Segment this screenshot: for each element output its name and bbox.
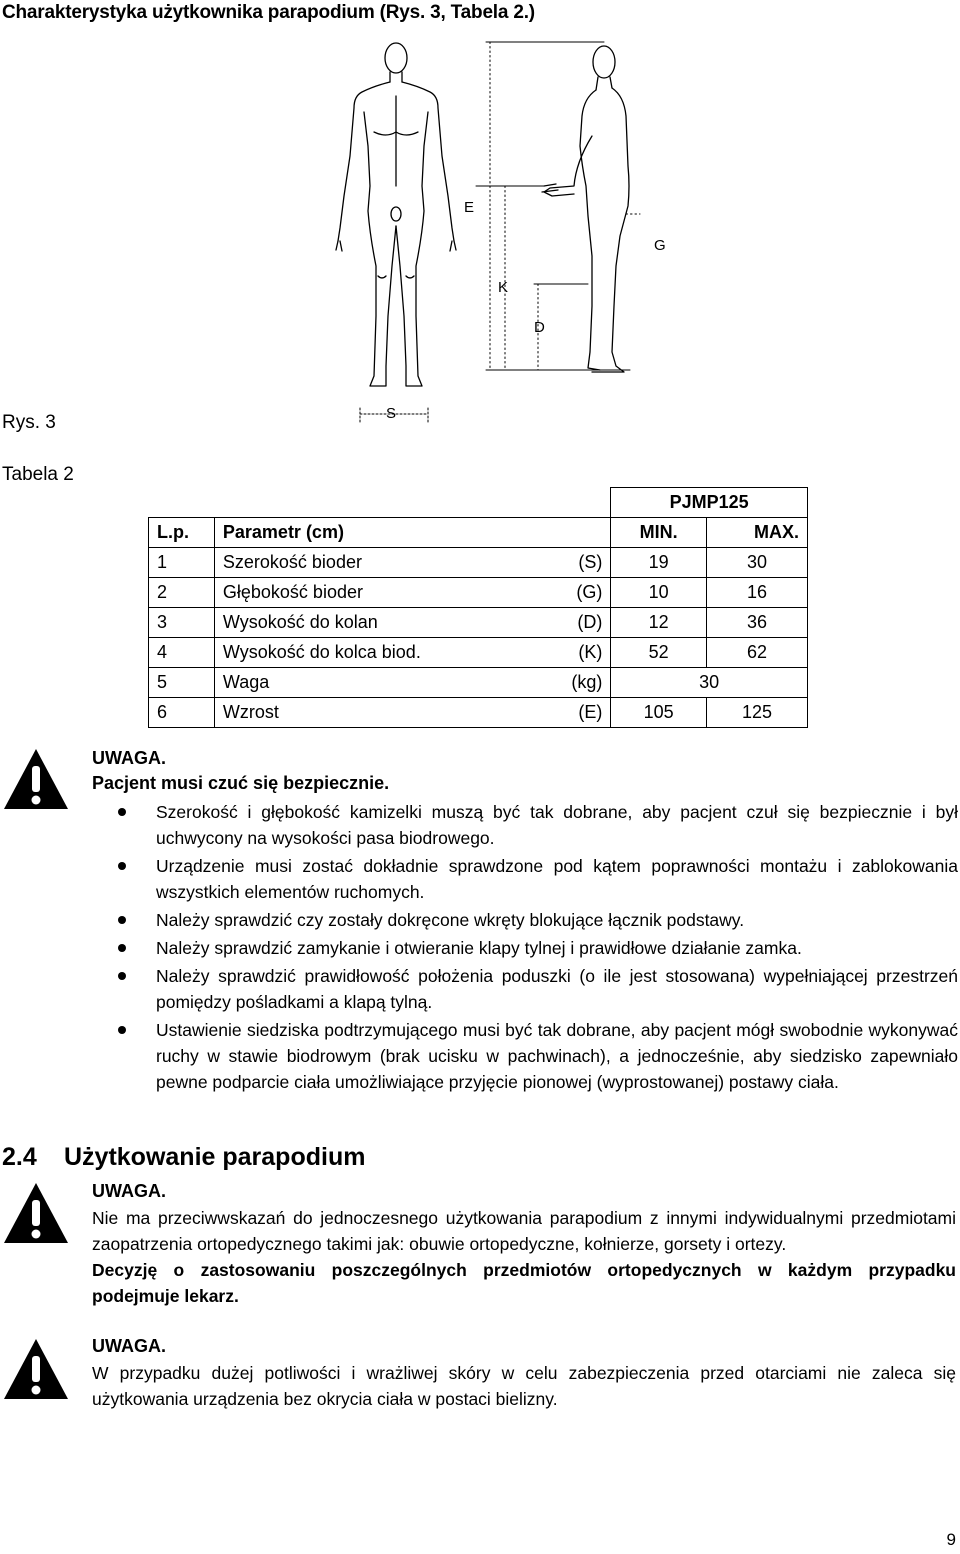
cell-max: 30 (706, 548, 807, 578)
bullet-text: Należy sprawdzić prawidłowość położenia poduszki (o ile jest stosowana) wypełniającej przestrzeń pomiędzy pośladkami a klapą tylną. (156, 966, 958, 1012)
cell-min: 105 (611, 698, 707, 728)
warning3-label: UWAGA. (92, 1336, 166, 1356)
col-lp-header: L.p. (149, 518, 215, 548)
page-title: Charakterystyka użytkownika parapodium (Rys. 3, Tabela 2.) (2, 2, 535, 23)
warning-icon (2, 1336, 70, 1402)
list-item (118, 935, 958, 961)
table-row (149, 548, 808, 578)
label-e: E (464, 199, 475, 216)
table-row (149, 608, 808, 638)
cell-lp: 3 (149, 608, 215, 638)
cell-max: 62 (706, 638, 807, 668)
table-model-row (149, 488, 808, 518)
table-row (149, 578, 808, 608)
warning-icon (2, 746, 70, 812)
col-max-header: MAX. (706, 518, 807, 548)
cell-name: Waga (214, 668, 488, 698)
cell-min: 52 (611, 638, 707, 668)
warning2-label: UWAGA. (92, 1181, 166, 1201)
body-measurement-figure (330, 36, 690, 426)
label-k: K (498, 279, 509, 296)
cell-max: 125 (706, 698, 807, 728)
cell-name: Szerokość bioder (214, 548, 488, 578)
cell-lp: 2 (149, 578, 215, 608)
cell-min: 10 (611, 578, 707, 608)
bullet-icon (118, 944, 126, 952)
list-item (118, 799, 958, 851)
table-header-row (149, 518, 808, 548)
cell-symbol: (S) (489, 548, 611, 578)
label-s: S (386, 405, 397, 422)
table-caption: Tabela 2 (2, 464, 74, 485)
section-heading (2, 1143, 365, 1172)
side-body-outline (542, 46, 629, 372)
bullet-text: Szerokość i głębokość kamizelki muszą być tak dobrane, aby pacjent czuł się bezpiecznie i był uchwycony na wysokości pasa biodrowego. (156, 802, 958, 848)
cell-lp: 1 (149, 548, 215, 578)
label-d: D (534, 319, 545, 336)
front-body-outline (336, 43, 456, 386)
bullet-icon (118, 862, 126, 870)
cell-name: Wysokość do kolca biod. (214, 638, 488, 668)
warning-icon (2, 1180, 70, 1246)
page-number: 9 (946, 1530, 956, 1549)
warning3-text: W przypadku dużej potliwości i wrażliwej skóry w celu zabezpieczenia przed otarciami nie zaleca się użytkowania urządzenia bez okrycia ciała w postaci bielizny. (92, 1363, 956, 1409)
model-header: PJMP125 (611, 488, 808, 518)
warning1-label: UWAGA. (92, 748, 166, 768)
cell-min: 12 (611, 608, 707, 638)
cell-name: Głębokość bioder (214, 578, 488, 608)
warning2-text: Nie ma przeciwwskazań do jednoczesnego użytkowania parapodium z innymi indywidualnymi przedmiotami zaopatrzenia ortopedycznego takimi jak: obuwie ortopedyczne, kołnierze, gorsety i ortezy. (92, 1208, 956, 1254)
cell-symbol: (K) (489, 638, 611, 668)
warning1-bullet-list (118, 799, 958, 1097)
figure-caption: Rys. 3 (2, 412, 56, 433)
bullet-icon (118, 972, 126, 980)
table-row (149, 638, 808, 668)
cell-min: 19 (611, 548, 707, 578)
cell-name: Wzrost (214, 698, 488, 728)
list-item (118, 963, 958, 1015)
bullet-icon (118, 1026, 126, 1034)
cell-symbol: (G) (489, 578, 611, 608)
bullet-icon (118, 916, 126, 924)
cell-name: Wysokość do kolan (214, 608, 488, 638)
label-g: G (654, 237, 666, 254)
bullet-text: Urządzenie musi zostać dokładnie sprawdzone pod kątem poprawności montażu i zablokowania wszystkich elementów ruchomych. (156, 856, 958, 902)
cell-lp: 6 (149, 698, 215, 728)
section-title: Użytkowanie parapodium (64, 1143, 366, 1171)
cell-lp: 4 (149, 638, 215, 668)
cell-lp: 5 (149, 668, 215, 698)
list-item (118, 1017, 958, 1095)
warning1-subtitle: Pacjent musi czuć się bezpiecznie. (92, 773, 390, 793)
list-item (118, 907, 958, 933)
list-item (118, 853, 958, 905)
table-row (149, 698, 808, 728)
cell-merged: 30 (611, 668, 808, 698)
bullet-text: Ustawienie siedziska podtrzymującego musi być tak dobrane, aby pacjent mógł swobodnie wykonywać ruchy w stawie biodrowym (brak ucisku w pachwinach), a jednocześnie, aby siedzisko zapewniało pewne podparcie ciała umożliwiające przyjęcie pionowej (wyprostowanej) postawy ciała. (156, 1020, 958, 1092)
bullet-icon (118, 808, 126, 816)
col-min-header: MIN. (611, 518, 707, 548)
bullet-text: Należy sprawdzić czy zostały dokręcone wkręty blokujące łącznik podstawy. (156, 910, 745, 930)
col-param-header: Parametr (cm) (214, 518, 610, 548)
warning2-bold-text: Decyzję o zastosowaniu poszczególnych przedmiotów ortopedycznych w każdym przypadku podejmuje lekarz. (92, 1260, 956, 1306)
section-number: 2.4 (2, 1143, 37, 1171)
bullet-text: Należy sprawdzić zamykanie i otwieranie klapy tylnej i prawidłowe działanie zamka. (156, 938, 802, 958)
cell-max: 36 (706, 608, 807, 638)
cell-max: 16 (706, 578, 807, 608)
cell-symbol: (E) (489, 698, 611, 728)
table-row (149, 668, 808, 698)
cell-symbol: (D) (489, 608, 611, 638)
measurement-lines (360, 42, 640, 422)
parameters-table (148, 487, 808, 728)
cell-symbol: (kg) (489, 668, 611, 698)
